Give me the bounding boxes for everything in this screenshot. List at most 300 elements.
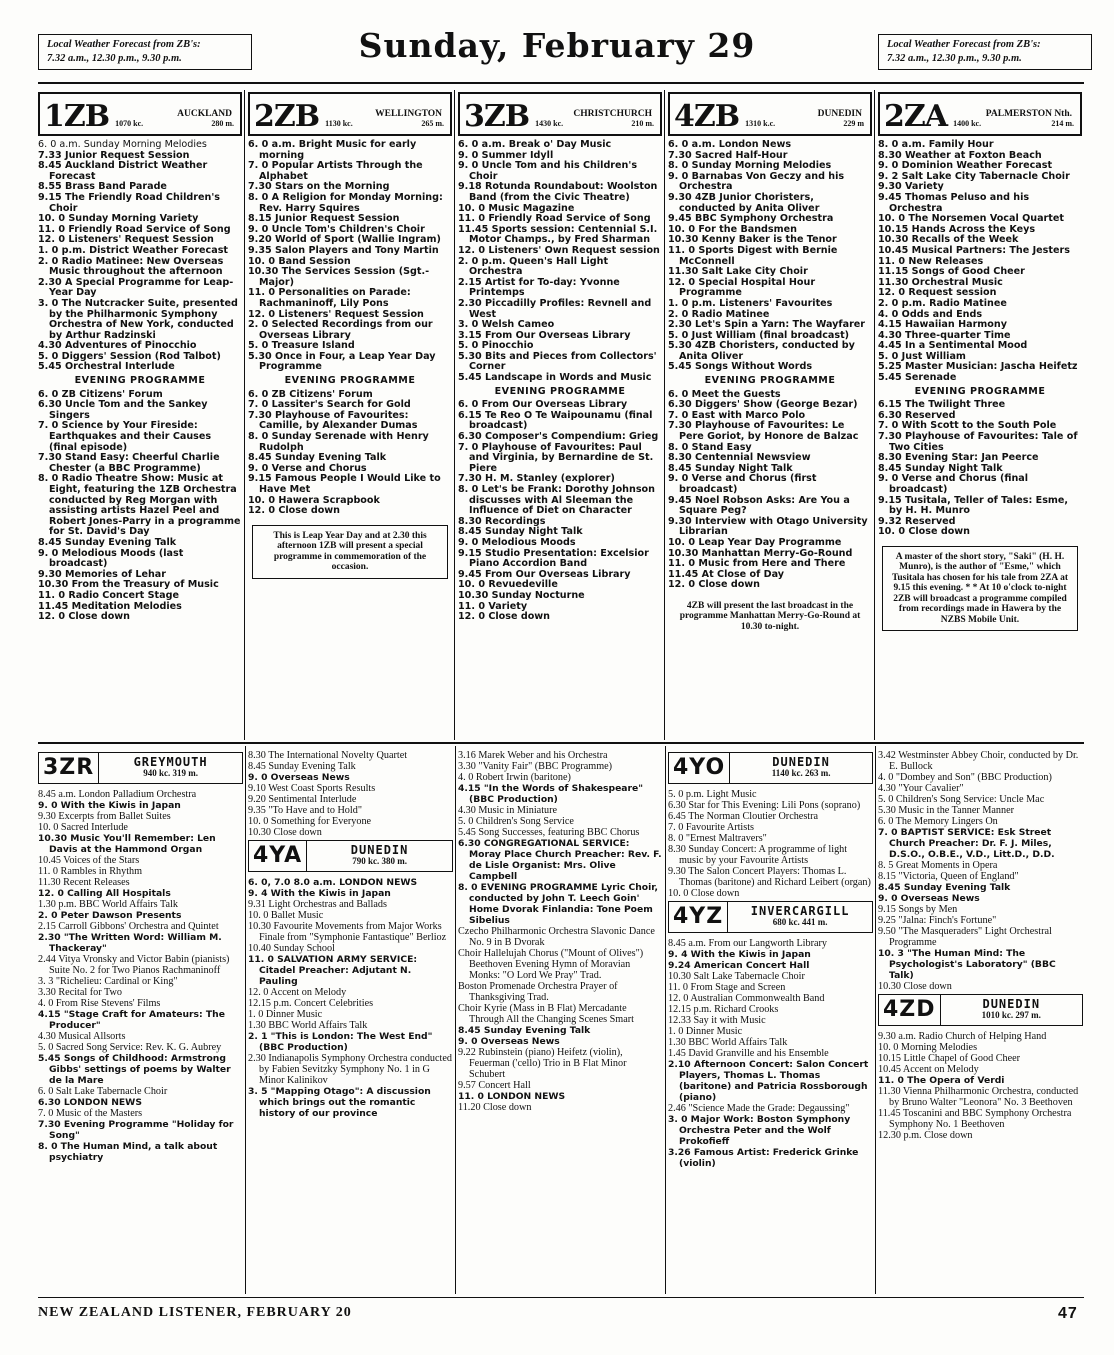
programme-item: Choir Hallelujah Chorus ("Mount of Olives") Beethoven Evening Hymn of Moravian Monks: "O Lord We Pray" Trad. [458,948,644,981]
station-info [307,845,452,866]
programme-item: 5. 0 Just William [878,350,966,362]
programme-item: 11. 0 Variety [458,600,528,612]
station-city: DUNEDIN [772,755,830,770]
programme-item: 7.30 Stars on the Morning [248,181,390,193]
programme-item: 8. 0 Let's be Frank: Dorothy Johnson discusses with Al Sleeman the Influence of Diet on Character [458,484,655,517]
programme-item: 2. 0 Selected Recordings from our Overseas Library [248,319,433,341]
programme-item: 8.30 Weather at Foxton Beach [878,149,1042,161]
programme-item: 5.45 Orchestral Interlude [38,361,175,373]
programme-item: 8. 0 Sunday Serenade with Henry Rudolph [248,431,429,453]
station-city: AUCKLAND [177,109,232,119]
programme-item: 10. 0 Close down [668,888,740,899]
programme-item: 6. 0 Meet the Guests [668,388,781,400]
station-city: GREYMOUTH [133,755,208,770]
programme-item: 10. 0 For the Bandsmen [668,223,797,235]
programme-item: 9. 0 Verse and Chorus (final broadcast) [878,473,1029,495]
programme-item: 11.30 Recent Releases [38,877,130,888]
column-rule [665,746,666,1294]
programme-item: 7.30 Playhouse of Favourites: Camille, by Alexander Dumas [248,409,418,432]
programme-item: 8.30 Centennial Newsview [668,452,811,464]
station-city: CHRISTCHURCH [573,109,652,119]
programme-item: 9. 0 Summer Idyll [458,149,554,161]
programme-item: 9. 0 Overseas News [878,893,980,904]
station-kc: 1310 k.c. [745,119,776,128]
programme-item: 2.30 Let's Spin a Yarn: The Wayfarer [668,319,866,331]
station-wavelength: 441 m. [801,917,828,927]
programme-item: 7. 0 East with Marco Polo [668,409,806,421]
station-info [99,757,242,778]
programme-item: 6.15 The Twilight Three [878,399,1006,411]
footer-rule [38,1297,1084,1298]
programme-item: 2. 0 Radio Matinee: New Overseas Music throughout the afternoon [38,255,224,278]
programme-item: 8.15 Junior Request Session [248,213,400,225]
programme-item: 10. 0 Leap Year Day Programme [668,536,842,548]
programme-item: 3.26 Famous Artist: Frederick Grinke (violin) [668,1147,859,1169]
programme-item: 3. 0 Welsh Cameo [458,319,555,331]
programme-item: 10. 0 Music Magazine [458,202,575,214]
station-info [941,999,1082,1020]
programme-item: 8.15 "Victoria, Queen of England" [878,871,1019,882]
programme-item: 10. 0 Sunday Morning Variety [38,213,199,225]
programme-item: 6.30 CONGREGATIONAL SERVICE: Moray Place Church Preacher: Rev. F. de Lisle Organist: Mrs. Olive Campbell [458,838,662,882]
programme-item: 2.15 Artist for To-day: Yvonne Printemps [458,276,620,299]
programme-item: 6. 0 The Memory Lingers On [878,816,998,827]
station-wavelength: 263 m. [804,768,831,778]
programme-item: 11. 0 Friendly Road Service of Song [458,213,651,225]
station-frequency [535,119,660,129]
station-header [38,92,242,136]
programme-item: 1.30 p.m. BBC World Affairs Talk [38,899,178,910]
programme-item: 8. 5 Great Moments in Opera [878,860,998,871]
programme-item: 7. 0 Playhouse of Favourites: Paul and Virginia, by Bernardine de St. Piere [458,441,654,474]
programme-item: 12.33 Say it with Music [668,1015,766,1026]
programme-item: 8. 0 Sunday Morning Melodies [668,160,832,172]
programme-item: 4.15 Hawaiian Harmony [878,319,1007,331]
column-rule [454,90,455,740]
programme-item: 10. 0 Morning Melodies [878,1042,978,1053]
programme-item: 9. 0 Dominion Weather Forecast [878,160,1053,172]
station-city: INVERCARGILL [750,904,850,919]
station-frequency [325,119,450,129]
column-rule [244,90,245,740]
station-header [668,901,873,933]
programme-item: 12. 0 Listeners' Request Session [248,308,424,320]
station-column [458,92,662,738]
station-header [248,840,453,872]
programme-note: A master of the short story, "Saki" (H. H. Munro), is the author of "Esme," which Tusitala has chosen for his tale from 2ZA at 9.15 this evening. * * At 10 o'clock to-night 2ZB will broadcast a programme compiled from recordings made in Hawera by the NZBS Mobile Unit. [882,546,1078,632]
programme-item: 9.30 Interview with Otago University Librarian [668,515,868,538]
programme-item: 9. 0 With the Kiwis in Japan [38,800,181,811]
programme-item: 9.30 The Salon Concert Players: Thomas L. Thomas (baritone) and Richard Leibert (organ) [668,866,871,888]
programme-item: 2.44 Vitya Vronsky and Victor Babin (pianists) Suite No. 2 for Two Pianos Rachmaninoff [38,954,230,976]
programme-item: 10.15 Little Chapel of Good Cheer [878,1053,1021,1064]
programme-item: 2.30 Indianapolis Symphony Orchestra conducted by Fabien Sevitzky Symphony No. 1 in G Minor Kalinikov [248,1053,452,1086]
programme-item: 8.45 a.m. London Palladium Orchestra [38,789,197,800]
header-rule [38,82,1084,84]
programme-item: 9. 0 Overseas News [248,772,350,783]
programme-item: 10.30 Close down [878,981,952,992]
programme-item: 5. 0 p.m. Light Music [668,789,757,800]
station-callsign: 1ZB [44,99,110,134]
programme-item: 8. 0 The Human Mind, a talk about psychiatry [38,1141,218,1163]
station-callsign: 3ZR [39,753,99,783]
station-column [878,750,1083,1295]
programme-item: 9.15 Studio Presentation: Excelsior Piano Accordion Band [458,547,649,570]
programme-item: 3.30 "Vanity Fair" (BBC Programme) [458,761,613,772]
programme-item: 2.30 A Special Programme for Leap-Year Day [38,276,234,299]
station-city: DUNEDIN [982,997,1041,1012]
programme-item: 7. 0 With Scott to the South Pole [878,420,1057,432]
programme-item: 9.25 "Jalna: Finch's Fortune" [878,915,997,926]
programme-item: 6.45 The Norman Cloutier Orchestra [668,811,819,822]
station-column [248,92,452,738]
programme-item: 5.30 Bits and Pieces from Collectors' Corner [458,350,657,373]
station-wavelength: 380 m. [381,856,407,866]
column-rule [664,90,665,740]
station-wavelength: 297 m. [1015,1010,1041,1020]
programme-item: 5.45 Songs Without Words [668,361,813,373]
programme-item: 7.30 Stand Easy: Cheerful Charlie Chester (a BBC Programme) [38,452,220,474]
programme-item: 9.15 The Friendly Road Children's Choir [38,191,220,214]
programme-item: Czecho Philharmonic Orchestra Slavonic Dance No. 9 in B Dvorak [458,926,655,948]
programme-item: 10.30 Salt Lake Tabernacle Choir [668,971,805,982]
programme-item: 11.15 Songs of Good Cheer [878,266,1025,278]
programme-item: 11. 0 SALVATION ARMY SERVICE: Citadel Preacher: Adjutant N. Pauling [248,954,418,987]
programme-item: 1. 0 p.m. Listeners' Favourites [668,297,833,309]
programme-item: 12. 0 Request session [878,287,997,299]
station-column [668,750,873,1295]
station-kc: 1140 kc. [771,768,803,778]
station-info [115,109,240,134]
programme-item: 12. 0 Special Hospital Hour Programme [668,276,816,299]
programme-item: 8.45 a.m. From our Langworth Library [668,938,828,949]
programme-item: 9.30 Excerpts from Ballet Suites [38,811,171,822]
station-city: DUNEDIN [817,109,862,119]
programme-item: 9. 0 Melodious Moods [458,536,576,548]
weather-forecast-box-right [878,34,1092,70]
programme-item: 11. 0 Personalities on Parade: Rachmaninoff, Lily Pons [248,287,411,309]
programme-item: 5.30 Music in the Tanner Manner [878,805,1015,816]
station-callsign: 4YA [249,841,307,871]
programme-item: 11. 0 The Opera of Verdi [878,1075,1005,1086]
programme-item: 9.10 West Coast Sports Results [248,783,376,794]
programme-item: 8.55 Brass Band Parade [38,181,167,193]
programme-item: 12. 0 Close down [458,611,550,623]
programme-item: Boston Promenade Orchestra Prayer of Thanksgiving Trad. [458,981,618,1003]
programme-item: 2. 0 p.m. Queen's Hall Light Orchestra [458,255,609,278]
programme-item: 8.45 Sunday Night Talk [878,462,1003,474]
programme-item: 10. 0 Something for Everyone [248,816,372,827]
programme-item: 1. 0 Dinner Music [248,1009,323,1020]
programme-item: 5.45 Songs of Childhood: Armstrong Gibbs' settings of poems by Walter de la Mare [38,1053,231,1086]
programme-item: 11.45 Meditation Melodies [38,600,182,612]
programme-item: 12. 0 Close down [248,505,340,517]
column-rule [455,746,456,1294]
section-heading: EVENING PROGRAMME [284,375,416,387]
section-heading: EVENING PROGRAMME [494,385,626,397]
programme-item: 9.45 From Our Overseas Library [458,568,631,580]
weather-forecast-label: Local Weather Forecast from ZB's: [47,39,201,50]
programme-note: This is Leap Year Day and at 2.30 this afternoon 1ZB will present a special programme in commemoration of the occasion. [252,525,448,579]
programme-item: 8.30 Recordings [458,515,546,527]
programme-item: Choir Kyrie (Mass in B Flat) Mercadante Through All the Changing Scenes Smart [458,1003,634,1025]
programme-item: 9.45 Thomas Peluso and his Orchestra [878,191,1030,214]
programme-item: 2.15 Carroll Gibbons' Orchestra and Quintet [38,921,219,932]
programme-item: 7.30 Playhouse of Favourites: Le Pere Goriot, by Honore de Balzac [668,420,859,443]
station-city: WELLINGTON [375,109,442,119]
programme-item: 9. 0 Verse and Chorus (first broadcast) [668,473,817,495]
station-frequency [953,119,1080,129]
programme-item: 1.45 David Granville and his Ensemble [668,1048,829,1059]
programme-item: 10.30 Favourite Movements from Major Works Finale from "Symphonie Fantastique" Berlioz [248,921,447,943]
programme-item: 5.30 Once in Four, a Leap Year Day Programme [248,350,436,373]
programme-item: 10. 0 Revuedeville [458,579,558,591]
programme-item: 8.30 Sunday Concert: A programme of light music by your Favourite Artists [668,844,848,866]
programme-item: 3. 5 "Mapping Otago": A discussion which brings out the romantic history of our province [248,1086,431,1119]
programme-item: 10.30 Music You'll Remember: Len Davis at the Hammond Organ [38,833,216,855]
programme-item: 11.45 At Close of Day [668,568,785,580]
programme-item: 5. 0 Sacred Song Service: Rev. K. G. Aubrey [38,1042,222,1053]
station-info [953,109,1080,134]
programme-item: 6. 0 a.m. Bright Music for early morning [248,139,417,161]
station-wavelength: 229 m [843,119,864,128]
station-frequency [941,1010,1082,1021]
programme-item: 10.30 The Services Session (Sgt.-Major) [248,266,430,288]
programme-item: 5. 0 Treasure Island [248,340,355,352]
page-title: Sunday, February 29 [358,26,756,65]
programme-item: 12.15 p.m. Concert Celebrities [248,998,374,1009]
programme-item: 8. 0 EVENING PROGRAMME Lyric Choir, conducted by John T. Leech Goin' Home Dvorak Finlandia: Tone Poem Sibelius [458,882,658,926]
page-number: 47 [1058,1305,1078,1322]
programme-item: 5.45 Serenade [878,372,957,384]
programme-item: 8.45 Sunday Night Talk [458,526,583,538]
programme-item: 7. 0 Science by Your Fireside: Earthquakes and their Causes (final episode) [38,420,212,453]
station-wavelength: 210 m. [631,119,654,128]
programme-item: 2. 0 p.m. Radio Matinee [878,297,1007,309]
programme-item: 7. 0 Popular Artists Through the Alphabet [248,160,423,182]
station-column [38,750,243,1295]
station-kc: 1430 kc. [535,119,564,128]
programme-item: 8.45 Sunday Evening Talk [248,452,387,464]
station-city: DUNEDIN [350,843,409,858]
programme-item: 10. 0 Close down [878,526,970,538]
station-info [730,757,872,778]
programme-item: 6.30 Reserved [878,409,956,421]
programme-item: 11. 0 LONDON NEWS [458,1091,566,1102]
station-column [668,92,872,738]
programme-item: 6.30 Diggers' Show (George Bezar) [668,399,858,411]
programme-item: 9.15 Tusitala, Teller of Tales: Esme, by H. H. Munro [878,494,1069,517]
programme-item: 9.32 Reserved [878,515,956,527]
programme-item: 8.45 Sunday Night Talk [668,462,793,474]
station-info [325,109,450,134]
programme-item: 8.45 Sunday Evening Talk [878,882,1011,893]
programme-item: 8. 0 "Ernest Maltravers" [668,833,767,844]
programme-item: 8.45 Sunday Evening Talk [248,761,356,772]
programme-item: 12.30 p.m. Close down [878,1130,973,1141]
programme-item: 7.30 Evening Programme "Holiday for Song" [38,1119,234,1141]
programme-item: 4.15 "Stage Craft for Amateurs: The Producer" [38,1009,225,1031]
section-heading: EVENING PROGRAMME [704,375,836,387]
programme-item: 9.30 Memories of Lehar [38,568,166,580]
programme-item: 7.30 Playhouse of Favourites: Tale of Two Cities [878,431,1078,453]
programme-item: 6. 0 a.m. Break o' Day Music [458,139,612,150]
section-divider [38,742,1084,744]
programme-item: 5.45 Landscape in Words and Music [458,372,652,384]
programme-item: 9. 0 Barnabas Von Geczy and his Orchestra [668,170,845,193]
programme-item: 11.20 Close down [458,1102,532,1113]
programme-item: 9. 4 With the Kiwis in Japan [668,949,811,960]
programme-item: 6. 0, 7.0 8.0 a.m. LONDON NEWS [248,877,418,888]
station-kc: 940 kc. [143,768,171,778]
programme-item: 11. 0 Friendly Road Service of Song [38,223,231,235]
programme-item: 12. 0 Listeners' Request Session [38,234,214,246]
programme-item: 10. 0 Hawera Scrapbook [248,494,380,506]
weather-forecast-times: 7.32 a.m., 12.30 p.m., 9.30 p.m. [47,53,182,64]
station-info [745,109,870,134]
programme-item: 10. 3 "The Human Mind: The Psychologist's Laboratory" (BBC Talk) [878,948,1056,981]
station-header [878,994,1083,1026]
programme-item: 2. 0 Radio Matinee [668,308,770,320]
programme-item: 3.30 Recital for Two [38,987,122,998]
station-callsign: 4ZD [879,995,941,1025]
programme-item: 9.35 "To Have and to Hold" [248,805,362,816]
programme-item: 12.15 p.m. Richard Crooks [668,1004,779,1015]
programme-item: 5.45 Song Successes, featuring BBC Chorus [458,827,640,838]
programme-item: 9.31 Light Orchestras and Ballads [248,899,387,910]
programme-item: 12. 0 Close down [668,579,760,591]
station-kc: 1070 kc. [115,119,144,128]
programme-item: 10.45 Accent on Melody [878,1064,979,1075]
programme-item: 8.45 Auckland District Weather Forecast [38,160,208,182]
programme-item: 11.45 Sports session: Centennial S.I. Motor Champs., by Fred Sharman [458,223,658,246]
programme-item: 9.57 Concert Hall [458,1080,531,1091]
programme-item: 4.30 Musical Allsorts [38,1031,126,1042]
programme-item: 9. 0 Verse and Chorus [248,462,367,474]
programme-item: 9. 0 Uncle Tom's Children's Choir [248,223,425,235]
station-wavelength: 319 m. [172,768,198,778]
station-header [878,92,1082,136]
programme-item: 11. 0 New Releases [878,255,984,267]
programme-item: 1.30 BBC World Affairs Talk [668,1037,788,1048]
section-heading: EVENING PROGRAMME [914,385,1046,397]
programme-item: 10.30 Recalls of the Week [878,234,1019,246]
programme-item: 6. 0 From Our Overseas Library [458,399,628,411]
programme-item: 6.30 Composer's Compendium: Grieg [458,431,659,443]
programme-item: 7. 0 BAPTIST SERVICE: Esk Street Church Preacher: Dr. F. J. Miles, D.S.O., O.B.E., V.D., Litt.D., D.D. [878,827,1055,860]
programme-item: 2.30 "The Written Word: William M. Thackeray" [38,932,222,954]
station-header [668,92,872,136]
programme-item: 10.30 Close down [248,827,322,838]
programme-item: 9.35 Salon Players and Tony Martin [248,244,439,256]
programme-item: 10.30 From the Treasury of Music [38,579,219,591]
programme-item: 3.16 Marek Weber and his Orchestra [458,750,608,761]
programme-item: 2. 1 "This is London: The West End" (BBC Production) [248,1031,433,1053]
programme-note: 4ZB will present the last broadcast in the programme Manhattan Merry-Go-Round at 10.30 to-night. [679,600,861,632]
station-header [668,752,873,784]
station-header [38,752,243,784]
station-info [728,906,872,927]
station-callsign: 3ZB [464,99,530,134]
programme-item: 12. 0 Calling All Hospitals [38,888,171,899]
station-frequency [307,856,452,867]
programme-item: 9.18 Rotunda Roundabout: Woolston Band (from the Civic Theatre) [458,181,658,203]
programme-item: 7. 0 Music of the Masters [38,1108,143,1119]
weather-forecast-times: 7.32 a.m., 12.30 p.m., 9.30 p.m. [887,53,1022,64]
programme-item: 11.30 Vienna Philharmonic Orchestra, conducted by Bruno Walter "Leonora" No. 3 Beethoven [878,1086,1079,1108]
station-header [248,92,452,136]
programme-item: 9.15 Famous People I Would Like to Have Met [248,473,441,495]
programme-item: 10.45 Musical Partners: The Jesters [878,244,1070,256]
programme-item: 10. 0 Sacred Interlude [38,822,128,833]
programme-item: 7.33 Junior Request Session [38,149,190,161]
weather-forecast-label: Local Weather Forecast from ZB's: [887,39,1041,50]
programme-item: 11.45 Toscanini and BBC Symphony Orchestra Symphony No. 1 Beethoven [878,1108,1072,1130]
station-column [38,92,242,738]
programme-item: 6.30 Star for This Evening: Lili Pons (soprano) [668,800,861,811]
station-callsign: 4ZB [674,99,740,134]
station-frequency [730,768,872,779]
station-kc: 680 kc. [772,917,800,927]
programme-item: 11. 0 Sports Digest with Bernie McConnell [668,244,838,267]
programme-item: 3. 0 The Nutcracker Suite, presented by the Philharmonic Symphony Orchestra of New York, conducted by Arthur Radzinski [38,297,238,341]
programme-item: 4. 0 Robert Irwin (baritone) [458,772,571,783]
programme-item: 2. 0 Peter Dawson Presents [38,910,182,921]
programme-item: 1.30 BBC World Affairs Talk [248,1020,368,1031]
programme-item: 9.20 World of Sport (Wallie Ingram) [248,234,441,246]
station-city: PALMERSTON Nth. [985,109,1072,119]
programme-item: 4. 0 From Rise Stevens' Films [38,998,161,1009]
programme-item: 9.50 "The Masqueraders" Light Orchestral Programme [878,926,1052,948]
station-kc: 1130 kc. [325,119,353,128]
station-callsign: 4YO [669,753,730,783]
programme-item: 9.15 Songs by Men [878,904,958,915]
programme-item: 10.40 Sunday School [248,943,335,954]
programme-item: 7. 0 Favourite Artists [668,822,755,833]
programme-item: 12. 0 Australian Commonwealth Band [668,993,825,1004]
programme-item: 6.30 Uncle Tom and the Sankey Singers [38,399,208,421]
programme-item: 10. 0 Band Session [248,255,351,267]
programme-item: 6. 0 ZB Citizens' Forum [38,388,163,400]
programme-item: 11. 0 Radio Concert Stage [38,589,179,601]
station-wavelength: 214 m. [1051,119,1074,128]
programme-item: 7.30 H. M. Stanley (explorer) [458,473,615,485]
programme-item: 11.30 Salt Lake City Choir [668,266,808,278]
programme-item: 1. 0 Dinner Music [668,1026,743,1037]
station-kc: 1400 kc. [953,119,982,128]
station-callsign: 2ZA [884,99,948,134]
programme-item: 6.15 Te Reo O Te Waipounamu (final broadcast) [458,409,653,432]
programme-item: 12. 0 Accent on Melody [248,987,347,998]
station-kc: 1010 kc. [981,1010,1014,1020]
station-frequency [99,768,242,779]
programme-item: 9.20 Sentimental Interlude [248,794,357,805]
programme-item: 11. 0 Rambles in Rhythm [38,866,143,877]
programme-item: 4. 0 "Dombey and Son" (BBC Production) [878,772,1052,783]
programme-item: 9. 4 With the Kiwis in Japan [248,888,391,899]
column-rule [874,90,875,740]
programme-item: 2.30 Piccadilly Profiles: Revnell and West [458,297,652,320]
programme-item: 11. 0 From Stage and Screen [668,982,786,993]
programme-item: 7.30 Sacred Half-Hour [668,149,788,161]
programme-item: 8.45 Sunday Evening Talk [458,1025,591,1036]
section-heading: EVENING PROGRAMME [74,375,206,387]
programme-item: 9. 0 Uncle Tom and his Children's Choir [458,160,638,182]
programme-item: 6. 0 a.m. Sunday Morning Melodies [38,139,207,150]
programme-item: 3.42 Westminster Abbey Choir, conducted by Dr. E. Bullock [878,750,1079,772]
programme-item: 9.30 4ZB Junior Choristers, conducted by Anita Oliver [668,191,820,214]
programme-item: 5. 0 Diggers' Session (Rod Talbot) [38,350,221,362]
